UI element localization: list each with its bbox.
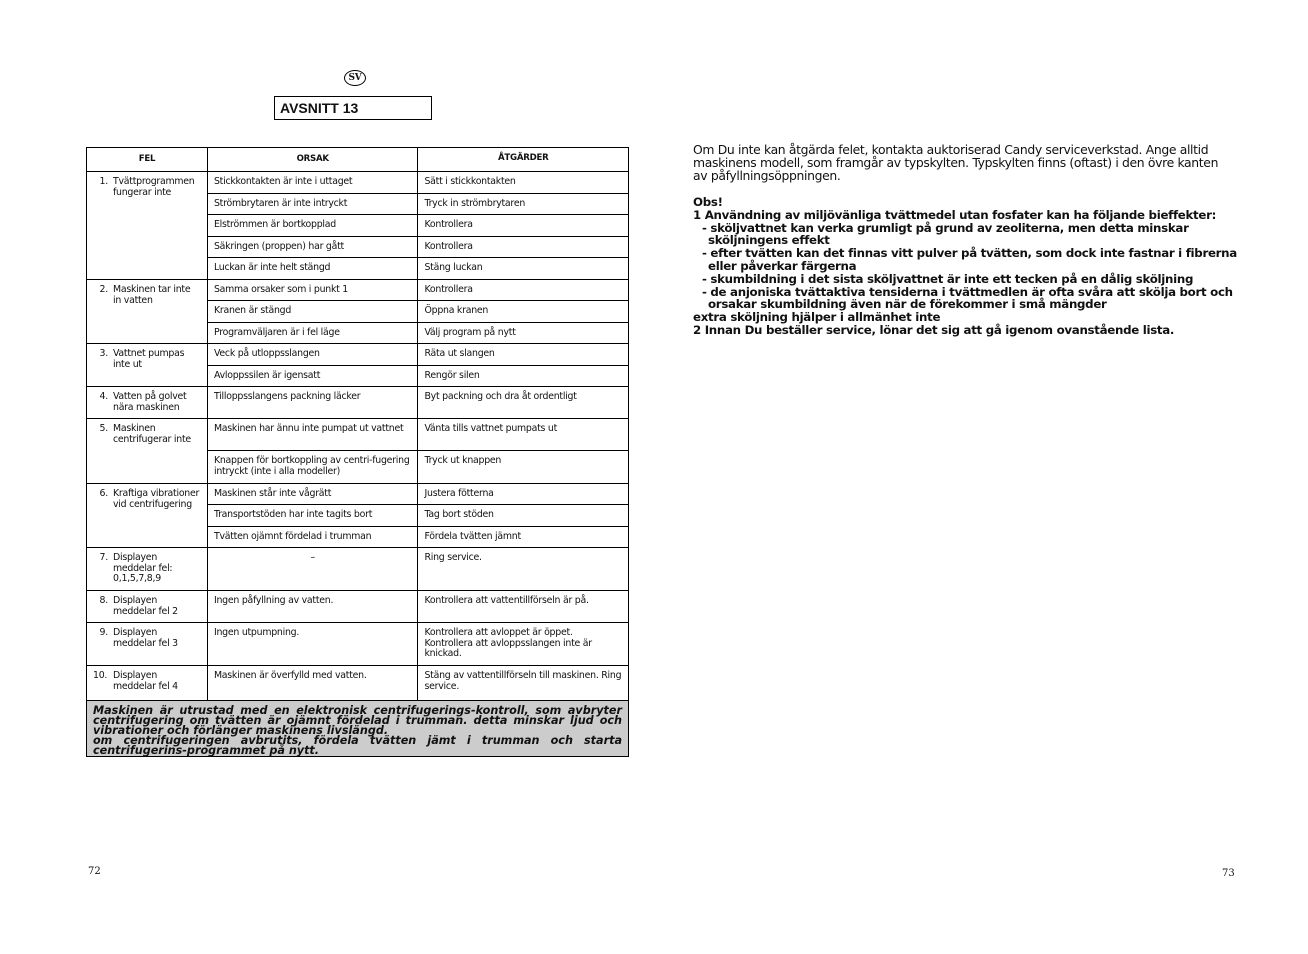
table-note-row xyxy=(87,701,629,757)
centrifuge-note xyxy=(87,701,629,757)
cause-cell: Ingen påfyllning av vatten. xyxy=(207,591,418,623)
obs-line: sköljningens effekt xyxy=(708,233,830,248)
cause-cell: Maskinen står inte vågrätt xyxy=(207,484,418,505)
action-cell: Räta ut slangen xyxy=(418,344,629,366)
cause-cell: Avloppssilen är igensatt xyxy=(207,366,418,387)
table-row xyxy=(87,484,629,505)
cause-cell: – xyxy=(207,548,418,591)
fault-cell: 4. Vatten på golvet nära maskinen xyxy=(87,387,208,419)
cause-cell: Samma orsaker som i punkt 1 xyxy=(207,280,418,301)
cause-cell: Stickkontakten är inte i uttaget xyxy=(207,172,418,194)
action-cell: Justera fötterna xyxy=(418,484,629,505)
cause-cell: Elströmmen är bortkopplad xyxy=(207,215,418,237)
fault-cell: 5. Maskinen centrifugerar inte xyxy=(87,419,208,484)
action-cell: Kontrollera xyxy=(418,215,629,237)
obs-line: - sköljvattnet kan verka grumligt på grund av zeoliterna, men detta minskar xyxy=(702,220,1189,235)
cause-cell: Knappen för bortkoppling av centri-fugering intryckt (inte i alla modeller) xyxy=(207,451,418,484)
fault-cell: 9. Displayen meddelar fel 3 xyxy=(87,623,208,666)
action-cell: Öppna kranen xyxy=(418,301,629,323)
fault-cell: 6. Kraftiga vibrationer vid centrifugering xyxy=(87,484,208,548)
action-cell: Fördela tvätten jämnt xyxy=(418,527,629,548)
cause-cell: Kranen är stängd xyxy=(207,301,418,323)
action-cell: Byt packning och dra åt ordentligt xyxy=(418,387,629,419)
column-header-orsak: ORSAK xyxy=(207,148,418,172)
table-row xyxy=(87,280,629,301)
action-cell: Stäng luckan xyxy=(418,258,629,280)
action-cell: Sätt i stickkontakten xyxy=(418,172,629,194)
table-row xyxy=(87,623,629,666)
action-cell: Kontrollera xyxy=(418,280,629,301)
obs-line: - skumbildning i det sista sköljvattnet är inte ett tecken på en dålig sköljning xyxy=(702,271,1194,286)
fault-cell: 7. Displayen meddelar fel: 0,1,5,7,8,9 xyxy=(87,548,208,591)
table-row xyxy=(87,591,629,623)
cause-cell: Programväljaren är i fel läge xyxy=(207,323,418,344)
action-cell: Ring service. xyxy=(418,548,629,591)
troubleshooting-table xyxy=(86,147,629,757)
obs-line: - de anjoniska tvättaktiva tensiderna i tvättmedlen är ofta svåra att skölja bort och xyxy=(702,284,1233,299)
table-row xyxy=(87,548,629,591)
column-header-fel: FEL xyxy=(87,148,208,172)
obs-title: Obs! xyxy=(693,195,723,209)
cause-cell: Veck på utloppsslangen xyxy=(207,344,418,366)
fault-cell: 1. Tvättprogrammen fungerar inte xyxy=(87,172,208,280)
table-row xyxy=(87,419,629,451)
language-badge: SV xyxy=(344,70,366,86)
obs-notes xyxy=(693,195,1237,337)
fault-cell: 3. Vattnet pumpas inte ut xyxy=(87,344,208,387)
table-row xyxy=(87,387,629,419)
action-cell: Välj program på nytt xyxy=(418,323,629,344)
action-cell: Tryck ut knappen xyxy=(418,451,629,484)
obs-line: orsakar skumbildning även när de förekommer i små mängder xyxy=(708,297,1107,312)
table-header-row xyxy=(87,148,629,172)
cause-cell: Ingen utpumpning. xyxy=(207,623,418,666)
action-cell: Tag bort stöden xyxy=(418,505,629,527)
action-cell: Rengör silen xyxy=(418,366,629,387)
obs-line: eller påverkar färgerna xyxy=(708,258,857,273)
action-cell: Kontrollera att avloppet är öppet. Kontrollera att avloppsslangen inte är knickad. xyxy=(418,623,629,666)
action-cell: Kontrollera xyxy=(418,237,629,258)
cause-cell: Maskinen har ännu inte pumpat ut vattnet xyxy=(207,419,418,451)
cause-cell: Maskinen är överfylld med vatten. xyxy=(207,666,418,701)
note-paragraph: Maskinen är utrustad med en elektronisk centrifugerings-kontroll, som avbryter centrifugering om tvätten är ojämnt fördelad i trumman. detta minskar ljud och vibrationer och förlänger maskinens livslängd. xyxy=(93,704,622,737)
action-cell: Stäng av vattentillförseln till maskinen. Ring service. xyxy=(418,666,629,701)
fault-cell: 10. Displayen meddelar fel 4 xyxy=(87,666,208,701)
obs-line: 1 Användning av miljövänliga tvättmedel utan fosfater kan ha följande bieffekter: xyxy=(693,207,1217,222)
action-cell: Tryck in strömbrytaren xyxy=(418,194,629,215)
table-row xyxy=(87,172,629,194)
section-title: AVSNITT 13 xyxy=(274,96,432,120)
note-paragraph: om centrifugeringen avbrutits, fördela tvätten jämt i trumman och starta centrifugerins-programmet på nytt. xyxy=(93,734,622,757)
table-row xyxy=(87,344,629,366)
cause-cell: Transportstöden har inte tagits bort xyxy=(207,505,418,527)
obs-line: extra sköljning hjälper i allmänhet inte xyxy=(693,310,941,325)
action-cell: Vänta tills vattnet pumpats ut xyxy=(418,419,629,451)
fault-cell: 8. Displayen meddelar fel 2 xyxy=(87,591,208,623)
page-number-left: 72 xyxy=(88,866,101,877)
page-number-right: 73 xyxy=(1222,868,1235,879)
cause-cell: Säkringen (proppen) har gått xyxy=(207,237,418,258)
cause-cell: Strömbrytaren är inte intryckt xyxy=(207,194,418,215)
cause-cell: Tilloppsslangens packning läcker xyxy=(207,387,418,419)
cause-cell: Luckan är inte helt stängd xyxy=(207,258,418,280)
obs-line: - efter tvätten kan det finnas vitt pulver på tvätten, som dock inte fastnar i fibrerna xyxy=(702,246,1237,261)
column-header-atgarder: ÅTGÄRDER xyxy=(418,148,629,172)
cause-cell: Tvätten ojämnt fördelad i trumman xyxy=(207,527,418,548)
fault-cell: 2. Maskinen tar inte in vatten xyxy=(87,280,208,344)
obs-line: 2 Innan Du beställer service, lönar det sig att gå igenom ovanstående lista. xyxy=(693,322,1175,337)
service-intro-paragraph: Om Du inte kan åtgärda felet, kontakta auktoriserad Candy serviceverkstad. Ange alltid maskinens modell, som framgår av typskylten. Typskylten finns (oftast) i den övre kanten av påfyllningsöppningen. xyxy=(693,142,1219,183)
action-cell: Kontrollera att vattentillförseln är på. xyxy=(418,591,629,623)
table-row xyxy=(87,666,629,701)
